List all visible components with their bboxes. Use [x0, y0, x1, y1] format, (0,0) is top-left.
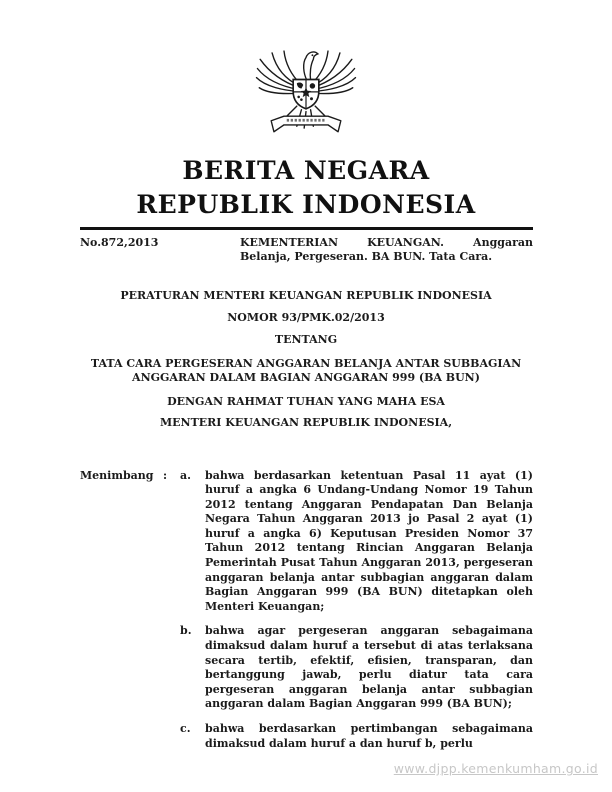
regulation-tentang: TENTANG — [274, 333, 338, 346]
masthead-divider — [80, 227, 533, 230]
item-text: bahwa agar pergeseran anggaran sebagaimana dimaksud dalam huruf a tersebut di atas terlaksana secara tertib, efektif, efisien, transparan, dan bertanggung jawab, perlu diatur tata cara pergeseran anggaran belanja antar subbagian anggaran dalam Bagian Anggaran 999 (BA BUN); — [205, 624, 533, 711]
regulation-title: PERATURAN MENTERI KEUANGAN REPUBLIK INDONESIA — [120, 289, 492, 302]
considerations-label: Menimbang — [80, 468, 154, 482]
item-text: bahwa berdasarkan pertimbangan sebagaimana dimaksud dalam huruf a dan huruf b, perlu — [205, 722, 533, 750]
considerations-list — [180, 469, 533, 752]
item-letter: a. — [180, 468, 191, 482]
consideration-item-a — [180, 469, 533, 615]
item-letter: c. — [180, 722, 191, 735]
considerations-section — [80, 469, 533, 752]
gazette-title-line1: BERITA NEGARA — [182, 156, 430, 185]
regulation-number: NOMOR 93/PMK.02/2013 — [227, 310, 385, 324]
regulation-authority: MENTERI KEUANGAN REPUBLIK INDONESIA, — [159, 416, 453, 429]
gazette-number: No.872,2013 — [80, 236, 159, 249]
gazette-title-line2: REPUBLIK INDONESIA — [136, 190, 476, 219]
considerations-colon: : — [163, 468, 168, 482]
consideration-item-b — [180, 624, 533, 712]
watermark-url: www.djpp.kemenkumham.go.id — [393, 761, 598, 776]
regulation-invocation: DENGAN RAHMAT TUHAN YANG MAHA ESA — [167, 394, 445, 408]
item-letter: b. — [180, 624, 192, 638]
masthead-row — [80, 236, 533, 263]
regulation-subject: TATA CARA PERGESERAN ANGGARAN BELANJA ANTAR SUBBAGIAN ANGGARAN DALAM BAGIAN ANGGARAN 999 (BA BUN) — [90, 356, 522, 384]
consideration-item-c — [180, 722, 533, 751]
garuda-pancasila-icon — [251, 40, 361, 140]
gazette-subject: KEMENTERIAN KEUANGAN. Anggaran Belanja, Pergeseran. BA BUN. Tata Cara. — [240, 236, 533, 263]
item-text: bahwa berdasarkan ketentuan Pasal 11 ayat (1) huruf a angka 6 Undang-Undang Nomor 19 Tahun 2012 tentang Anggaran Pendapatan Dan Belanja Negara Tahun Anggaran 2013 jo Pasal 2 ayat (1) huruf a angka 6) Keputusan Presiden Nomor 37 Tahun 2012 tentang Rincian Anggaran Belanja Pemerintah Pusat Tahun Anggaran 2013, pergeseran anggaran belanja antar subbagian anggaran dalam Bagian Anggaran 999 (BA BUN) ditetapkan oleh Menteri Keuangan; — [205, 468, 533, 613]
